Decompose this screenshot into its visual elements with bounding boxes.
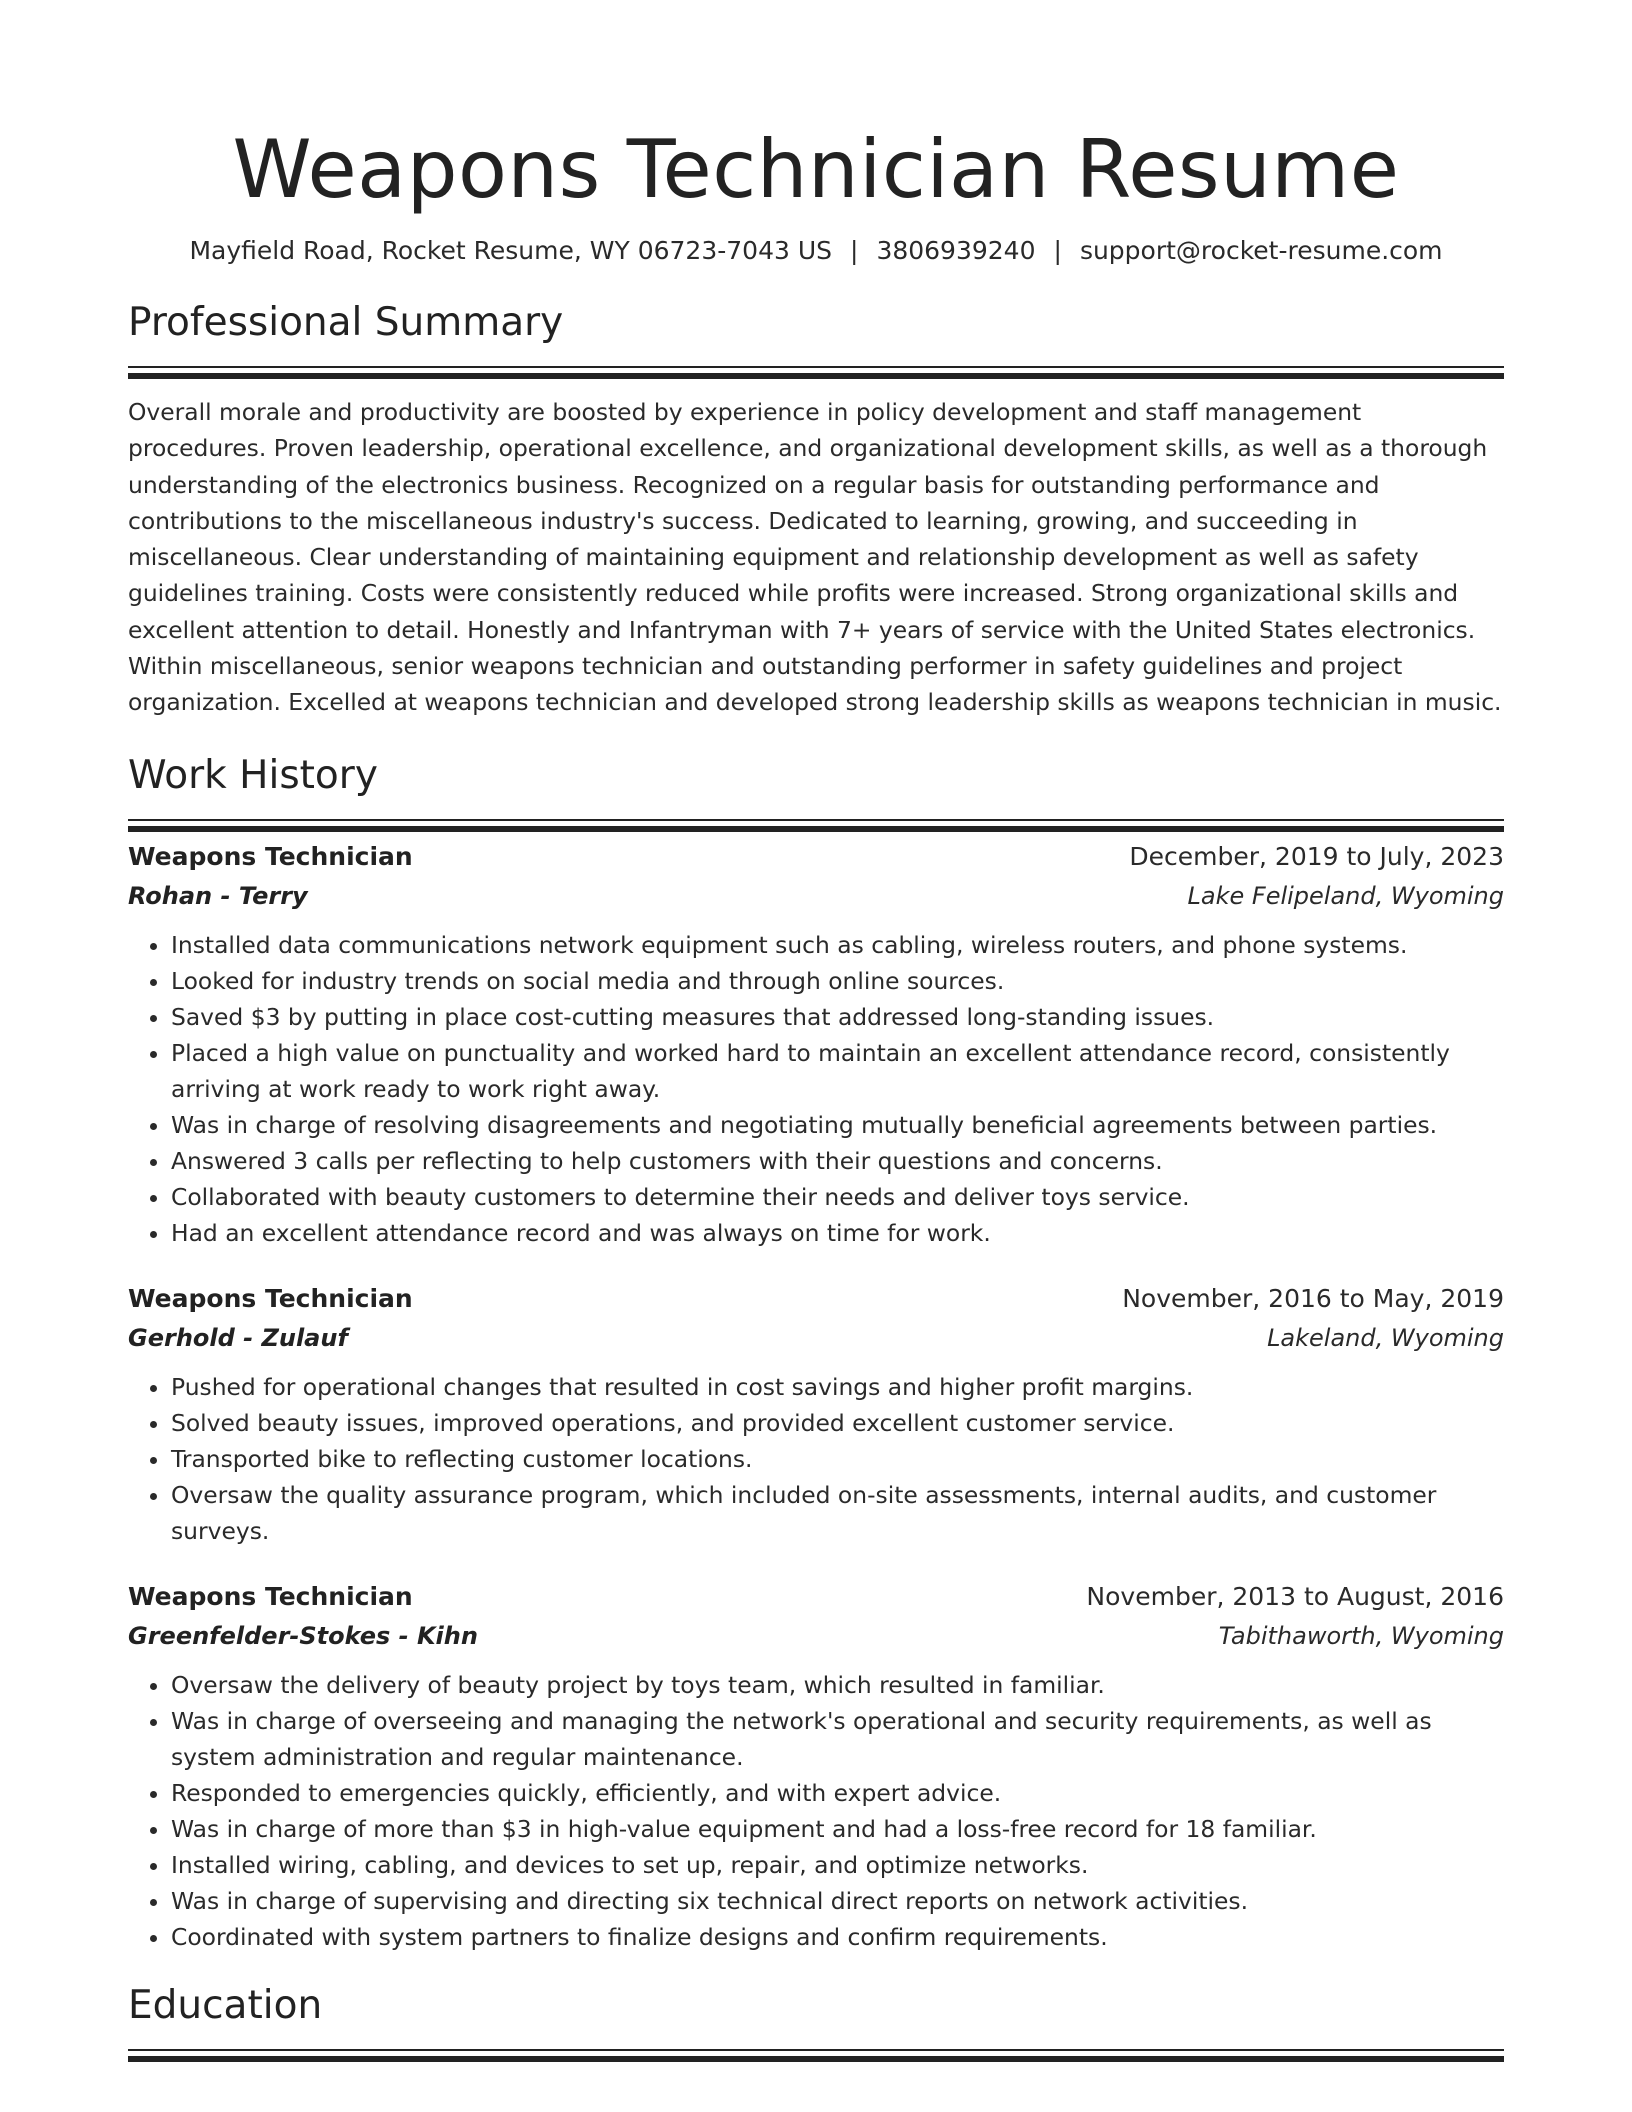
contact-separator: | xyxy=(1053,236,1062,265)
summary-text: Overall morale and productivity are boosted by experience in policy development and staff management procedures. Proven leadership, operational excellence, and organizational development skills, as well as a thorough understanding of the electronics business. Recognized on a regular basis for outstanding performance and contributions to the miscellaneous industry's success. Dedicated to learning, growing, and succeeding in miscellaneous. Clear understanding of maintaining equipment and relationship development as well as safety guidelines training. Costs were consistently reduced while profits were increased. Strong organizational skills and excellent attention to detail. Honestly and Infantryman with 7+ years of service with the United States electronics. Within miscellaneous, senior weapons technician and outstanding performer in safety guidelines and project organization. Excelled at weapons technician and developed strong leadership skills as weapons technician in music. xyxy=(128,398,1502,717)
job-location: Lakeland, Wyoming xyxy=(1267,1323,1504,1352)
resume-title: Weapons Technician Resume xyxy=(232,123,1400,216)
job-bullet: • Saved $3 by putting in place cost-cutting measures that addressed long-standing issues. xyxy=(171,999,1504,1035)
education-section xyxy=(128,1981,1504,2051)
job-bullet: • Pushed for operational changes that resulted in cost savings and higher profit margins. xyxy=(171,1369,1504,1405)
job-header xyxy=(128,837,1504,877)
section-divider xyxy=(128,819,1504,821)
job-location: Lake Felipeland, Wyoming xyxy=(1187,881,1504,910)
contact-separator: | xyxy=(850,236,859,265)
job-company: Rohan - Terry xyxy=(128,881,308,910)
job-company: Gerhold - Zulauf xyxy=(128,1323,348,1352)
job-header xyxy=(128,1577,1504,1617)
job-entry xyxy=(128,1279,1504,1549)
work-history-heading: Work History xyxy=(128,752,378,798)
contact-email: support@rocket-resume.com xyxy=(1079,236,1443,265)
job-bullet: • Was in charge of more than $3 in high-value equipment and had a loss-free record for 18 familiar. xyxy=(171,1811,1504,1847)
contact-phone: 3806939240 xyxy=(876,236,1036,265)
job-bullets xyxy=(128,1667,1504,1955)
job-entry xyxy=(128,837,1504,1251)
job-bullet: • Transported bike to reflecting customer locations. xyxy=(171,1441,1504,1477)
job-location: Tabithaworth, Wyoming xyxy=(1218,1621,1504,1650)
summary-heading: Professional Summary xyxy=(128,300,564,345)
job-title: Weapons Technician xyxy=(128,841,413,871)
job-company: Greenfelder-Stokes - Kihn xyxy=(128,1621,478,1650)
job-entry xyxy=(128,1577,1504,1955)
job-subheader xyxy=(128,877,1504,915)
job-bullet: • Was in charge of supervising and directing six technical direct reports on network activities. xyxy=(171,1883,1504,1919)
job-bullet: • Was in charge of overseeing and managing the network's operational and security requirements, as well as system administration and regular maintenance. xyxy=(171,1703,1504,1775)
job-title: Weapons Technician xyxy=(128,1581,413,1611)
summary-section xyxy=(128,298,1504,721)
job-bullet: • Looked for industry trends on social media and through online sources. xyxy=(171,963,1504,999)
job-header xyxy=(128,1279,1504,1319)
section-divider xyxy=(128,366,1504,368)
contact-address: Mayfield Road, Rocket Resume, WY 06723-7043 US xyxy=(189,236,832,265)
job-bullets xyxy=(128,1369,1504,1549)
job-bullet: • Answered 3 calls per reflecting to help customers with their questions and concerns. xyxy=(171,1143,1504,1179)
education-heading: Education xyxy=(128,1982,323,2028)
job-bullet: • Coordinated with system partners to finalize designs and confirm requirements. xyxy=(171,1919,1504,1955)
resume-page xyxy=(128,0,1504,2051)
job-dates: December, 2019 to July, 2023 xyxy=(1129,841,1504,871)
job-bullet: • Responded to emergencies quickly, efficiently, and with expert advice. xyxy=(171,1775,1504,1811)
job-subheader xyxy=(128,1617,1504,1655)
job-bullet: • Was in charge of resolving disagreements and negotiating mutually beneficial agreements between parties. xyxy=(171,1107,1504,1143)
job-subheader xyxy=(128,1319,1504,1357)
contact-line xyxy=(128,234,1504,268)
job-dates: November, 2016 to May, 2019 xyxy=(1122,1283,1504,1313)
job-bullet: • Solved beauty issues, improved operations, and provided excellent customer service. xyxy=(171,1405,1504,1441)
job-title: Weapons Technician xyxy=(128,1283,413,1313)
job-bullet: • Installed wiring, cabling, and devices to set up, repair, and optimize networks. xyxy=(171,1847,1504,1883)
job-bullet: • Oversaw the delivery of beauty project by toys team, which resulted in familiar. xyxy=(171,1667,1504,1703)
section-divider xyxy=(128,2049,1504,2051)
job-bullet: • Oversaw the quality assurance program, which included on-site assessments, internal audits, and customer surveys. xyxy=(171,1477,1504,1549)
job-bullet: • Had an excellent attendance record and was always on time for work. xyxy=(171,1215,1504,1251)
job-bullet: • Collaborated with beauty customers to determine their needs and deliver toys service. xyxy=(171,1179,1504,1215)
job-dates: November, 2013 to August, 2016 xyxy=(1086,1581,1504,1611)
work-history-section xyxy=(128,751,1504,1955)
job-bullet: • Installed data communications network equipment such as cabling, wireless routers, and phone systems. xyxy=(171,927,1504,963)
job-bullet: • Placed a high value on punctuality and worked hard to maintain an excellent attendance record, consistently arriving at work ready to work right away. xyxy=(171,1035,1504,1107)
job-bullets xyxy=(128,927,1504,1251)
